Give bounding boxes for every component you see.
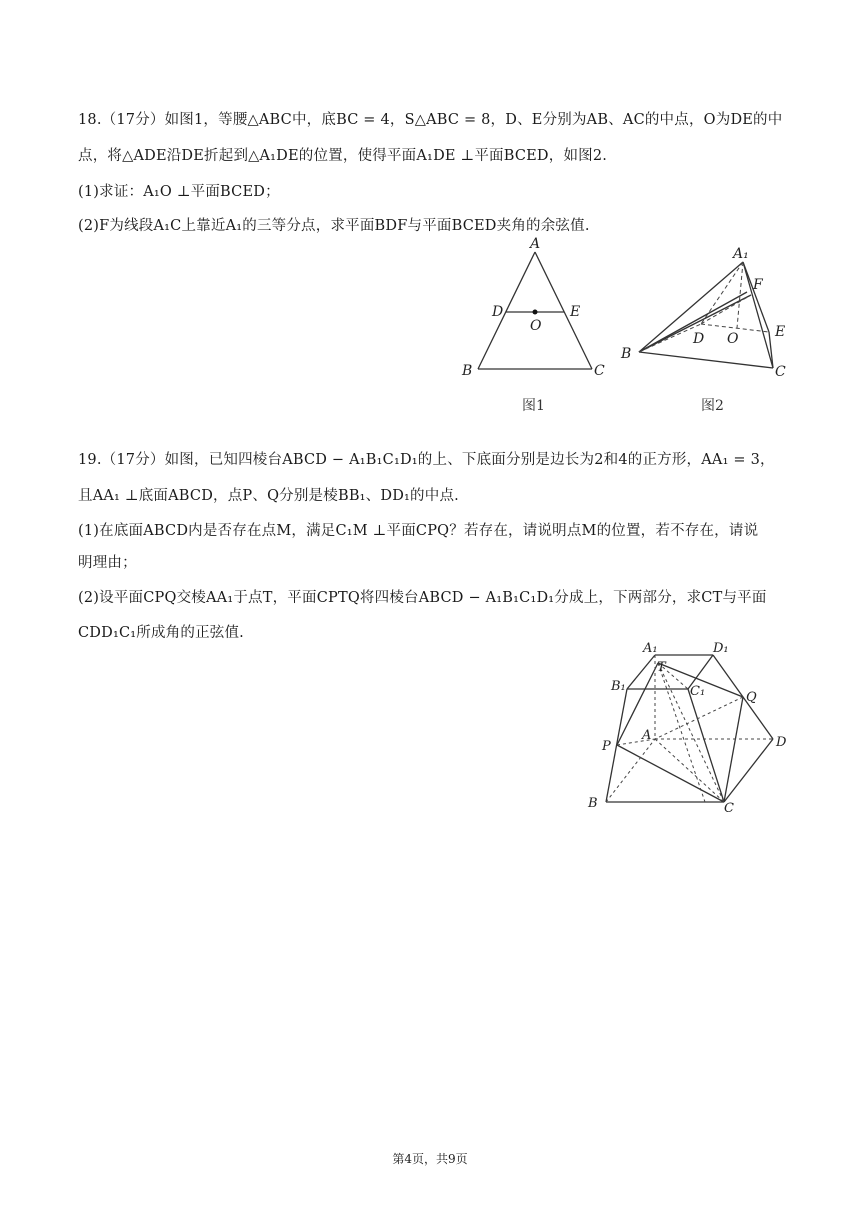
q19-line-5: (2)设平面CPQ交棱AA₁于点T，平面CPTQ将四棱台ABCD − A₁B₁C₁D₁分成上，下两部分，求CT与平面 [78,590,767,606]
label-b: B [621,346,632,362]
label-a1: A₁ [733,246,749,262]
label-c1: C₁ [690,684,706,699]
label-a: A [642,728,652,743]
q18-line-1: 18.（17分）如图1，等腰△ABC中，底BC = 4，S△ABC = 8，D、E分别为AB、AC的中点，O为DE的中 [78,112,783,128]
edge-bc [639,352,773,368]
figure-1-triangle [450,232,620,422]
label-c: C [594,363,605,379]
label-d: D [776,735,787,750]
edge-cd [724,739,773,802]
edge-qc [724,697,743,802]
label-a1: A₁ [643,641,658,656]
label-p: P [602,739,611,754]
label-o: O [530,318,542,334]
label-d: D [492,304,504,320]
label-d: D [693,331,705,347]
label-t: T [657,660,666,675]
point-o [533,310,538,315]
edge-qa-hidden [655,697,743,739]
edge-bd-hidden [639,324,701,352]
q19-line-1: 19.（17分）如图，已知四棱台ABCD − A₁B₁C₁D₁的上、下底面分别是边长为2和4的正方形，AA₁ = 3， [78,452,775,468]
edge-ba-hidden [606,739,655,802]
q19-line-2: 且AA₁ ⊥底面ABCD，点P、Q分别是棱BB₁、DD₁的中点. [78,488,459,504]
label-e: E [775,324,786,340]
q19-line-3: (1)在底面ABCD内是否存在点M，满足C₁M ⊥平面CPQ？若存在，请说明点M的位置，若不存在，请说 [78,523,759,539]
q18-line-2: 点，将△ADE沿DE折起到△A₁DE的位置，使得平面A₁DE ⊥平面BCED，如图2. [78,148,608,164]
caption-fig2: 图2 [701,398,724,414]
page-footer: 第4页，共9页 [392,1152,468,1166]
q19-line-6: CDD₁C₁所成角的正弦值. [78,625,244,641]
label-q: Q [746,690,757,705]
figure-2-pyramid [615,240,795,422]
q18-line-4: (2)F为线段A₁C上靠近A₁的三等分点，求平面BDF与平面BCED夹角的余弦值. [78,218,590,234]
edge-b1a1 [627,655,655,689]
label-c: C [775,364,786,380]
edge-ac [535,252,592,369]
label-o: O [727,331,739,347]
edge-df-hidden [701,295,751,324]
label-d1: D₁ [713,641,729,656]
label-b1: B₁ [611,679,626,694]
label-e: E [570,304,581,320]
edge-ab [478,252,535,369]
q19-line-4: 明理由； [78,555,137,571]
label-a: A [530,236,541,252]
caption-fig1: 图1 [522,398,545,414]
figure-frustum [580,635,795,820]
label-b: B [588,796,598,811]
q18-line-3: (1)求证：A₁O ⊥平面BCED； [78,184,280,200]
label-b: B [462,363,473,379]
label-c: C [724,801,734,816]
label-f: F [753,277,763,293]
